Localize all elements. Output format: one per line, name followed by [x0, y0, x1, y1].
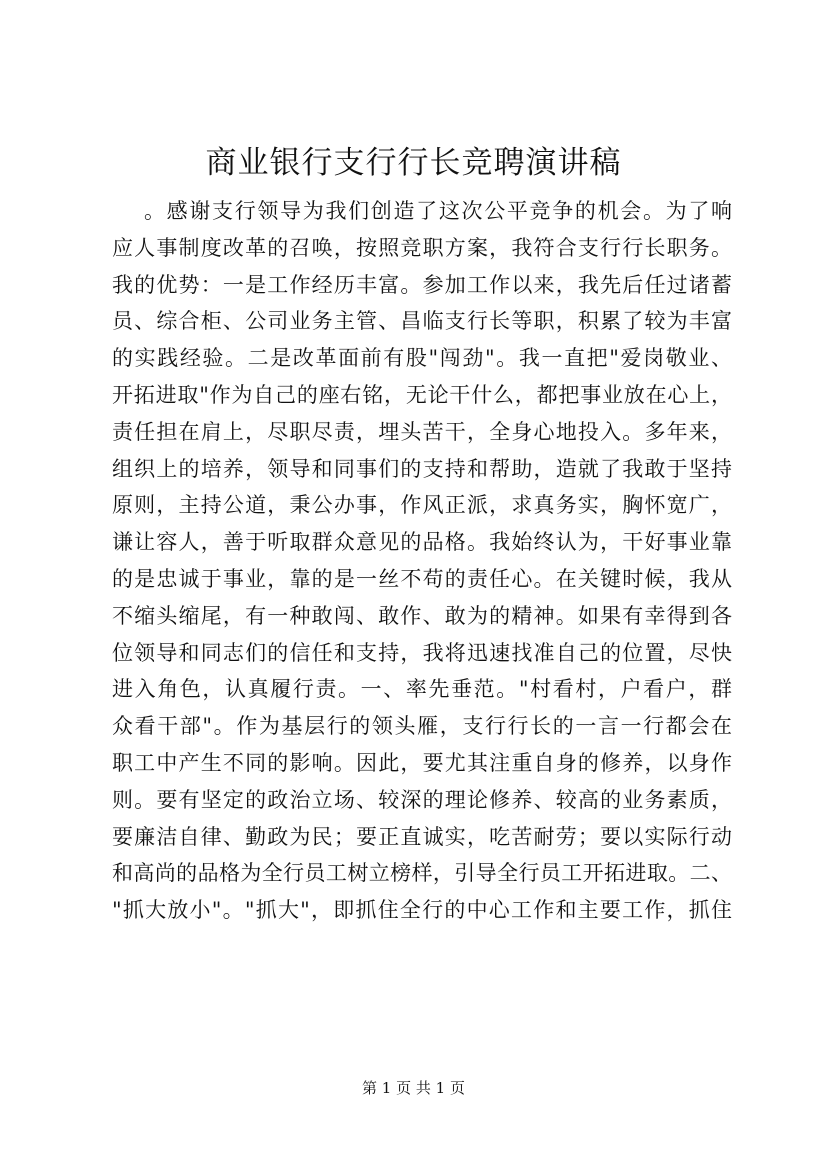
- body-line: 的实践经验。二是改革面前有股"闯劲"。我一直把"爱岗敬业、: [112, 346, 732, 371]
- body-line: 。感谢支行领导为我们创造了这次公平竞争的机会。为了响: [144, 199, 732, 223]
- body-line: 的是忠诚于事业，靠的是一丝不苟的责任心。在关键时候，我从: [112, 566, 732, 591]
- body-line: 应人事制度改革的召唤，按照竞职方案，我符合支行行长职务。: [112, 235, 732, 260]
- body-line: 职工中产生不同的影响。因此，要尤其注重自身的修养，以身作: [112, 750, 732, 775]
- body-line: 组织上的培养，领导和同事们的支持和帮助，造就了我敢于坚持: [112, 456, 732, 481]
- body-line: 开拓进取"作为自己的座右铭，无论干什么，都把事业放在心上，: [112, 382, 732, 407]
- document-title: 商业银行支行行长竞聘演讲稿: [205, 145, 622, 181]
- body-line: "抓大放小"。"抓大"，即抓住全行的中心工作和主要工作，抓住: [112, 898, 732, 923]
- document-body: [112, 193, 732, 929]
- body-line: 责任担在肩上，尽职尽责，埋头苦干，全身心地投入。多年来，: [112, 419, 732, 444]
- body-line: 位领导和同志们的信任和支持，我将迅速找准自己的位置，尽快: [112, 640, 732, 665]
- body-line: 员、综合柜、公司业务主管、昌临支行长等职，积累了较为丰富: [112, 309, 732, 334]
- body-line: 进入角色，认真履行责。一、率先垂范。"村看村，户看户，群: [112, 677, 732, 702]
- page-number-footer: 第 1 页 共 1 页: [362, 1079, 465, 1097]
- body-line: 众看干部"。作为基层行的领头雁，支行行长的一言一行都会在: [112, 714, 732, 739]
- body-line: 不缩头缩尾，有一种敢闯、敢作、敢为的精神。如果有幸得到各: [112, 603, 732, 628]
- body-line: 我的优势：一是工作经历丰富。参加工作以来，我先后任过诸蓄: [112, 272, 732, 297]
- body-line: 和高尚的品格为全行员工树立榜样，引导全行员工开拓进取。二、: [112, 861, 732, 886]
- body-line: 原则，主持公道，秉公办事，作风正派，求真务实，胸怀宽广，: [112, 493, 732, 518]
- body-line: 则。要有坚定的政治立场、较深的理论修养、较高的业务素质，: [112, 787, 732, 812]
- body-line: 要廉洁自律、勤政为民；要正直诚实，吃苦耐劳；要以实际行动: [112, 824, 732, 849]
- body-line: 谦让容人，善于听取群众意见的品格。我始终认为，干好事业靠: [112, 530, 732, 555]
